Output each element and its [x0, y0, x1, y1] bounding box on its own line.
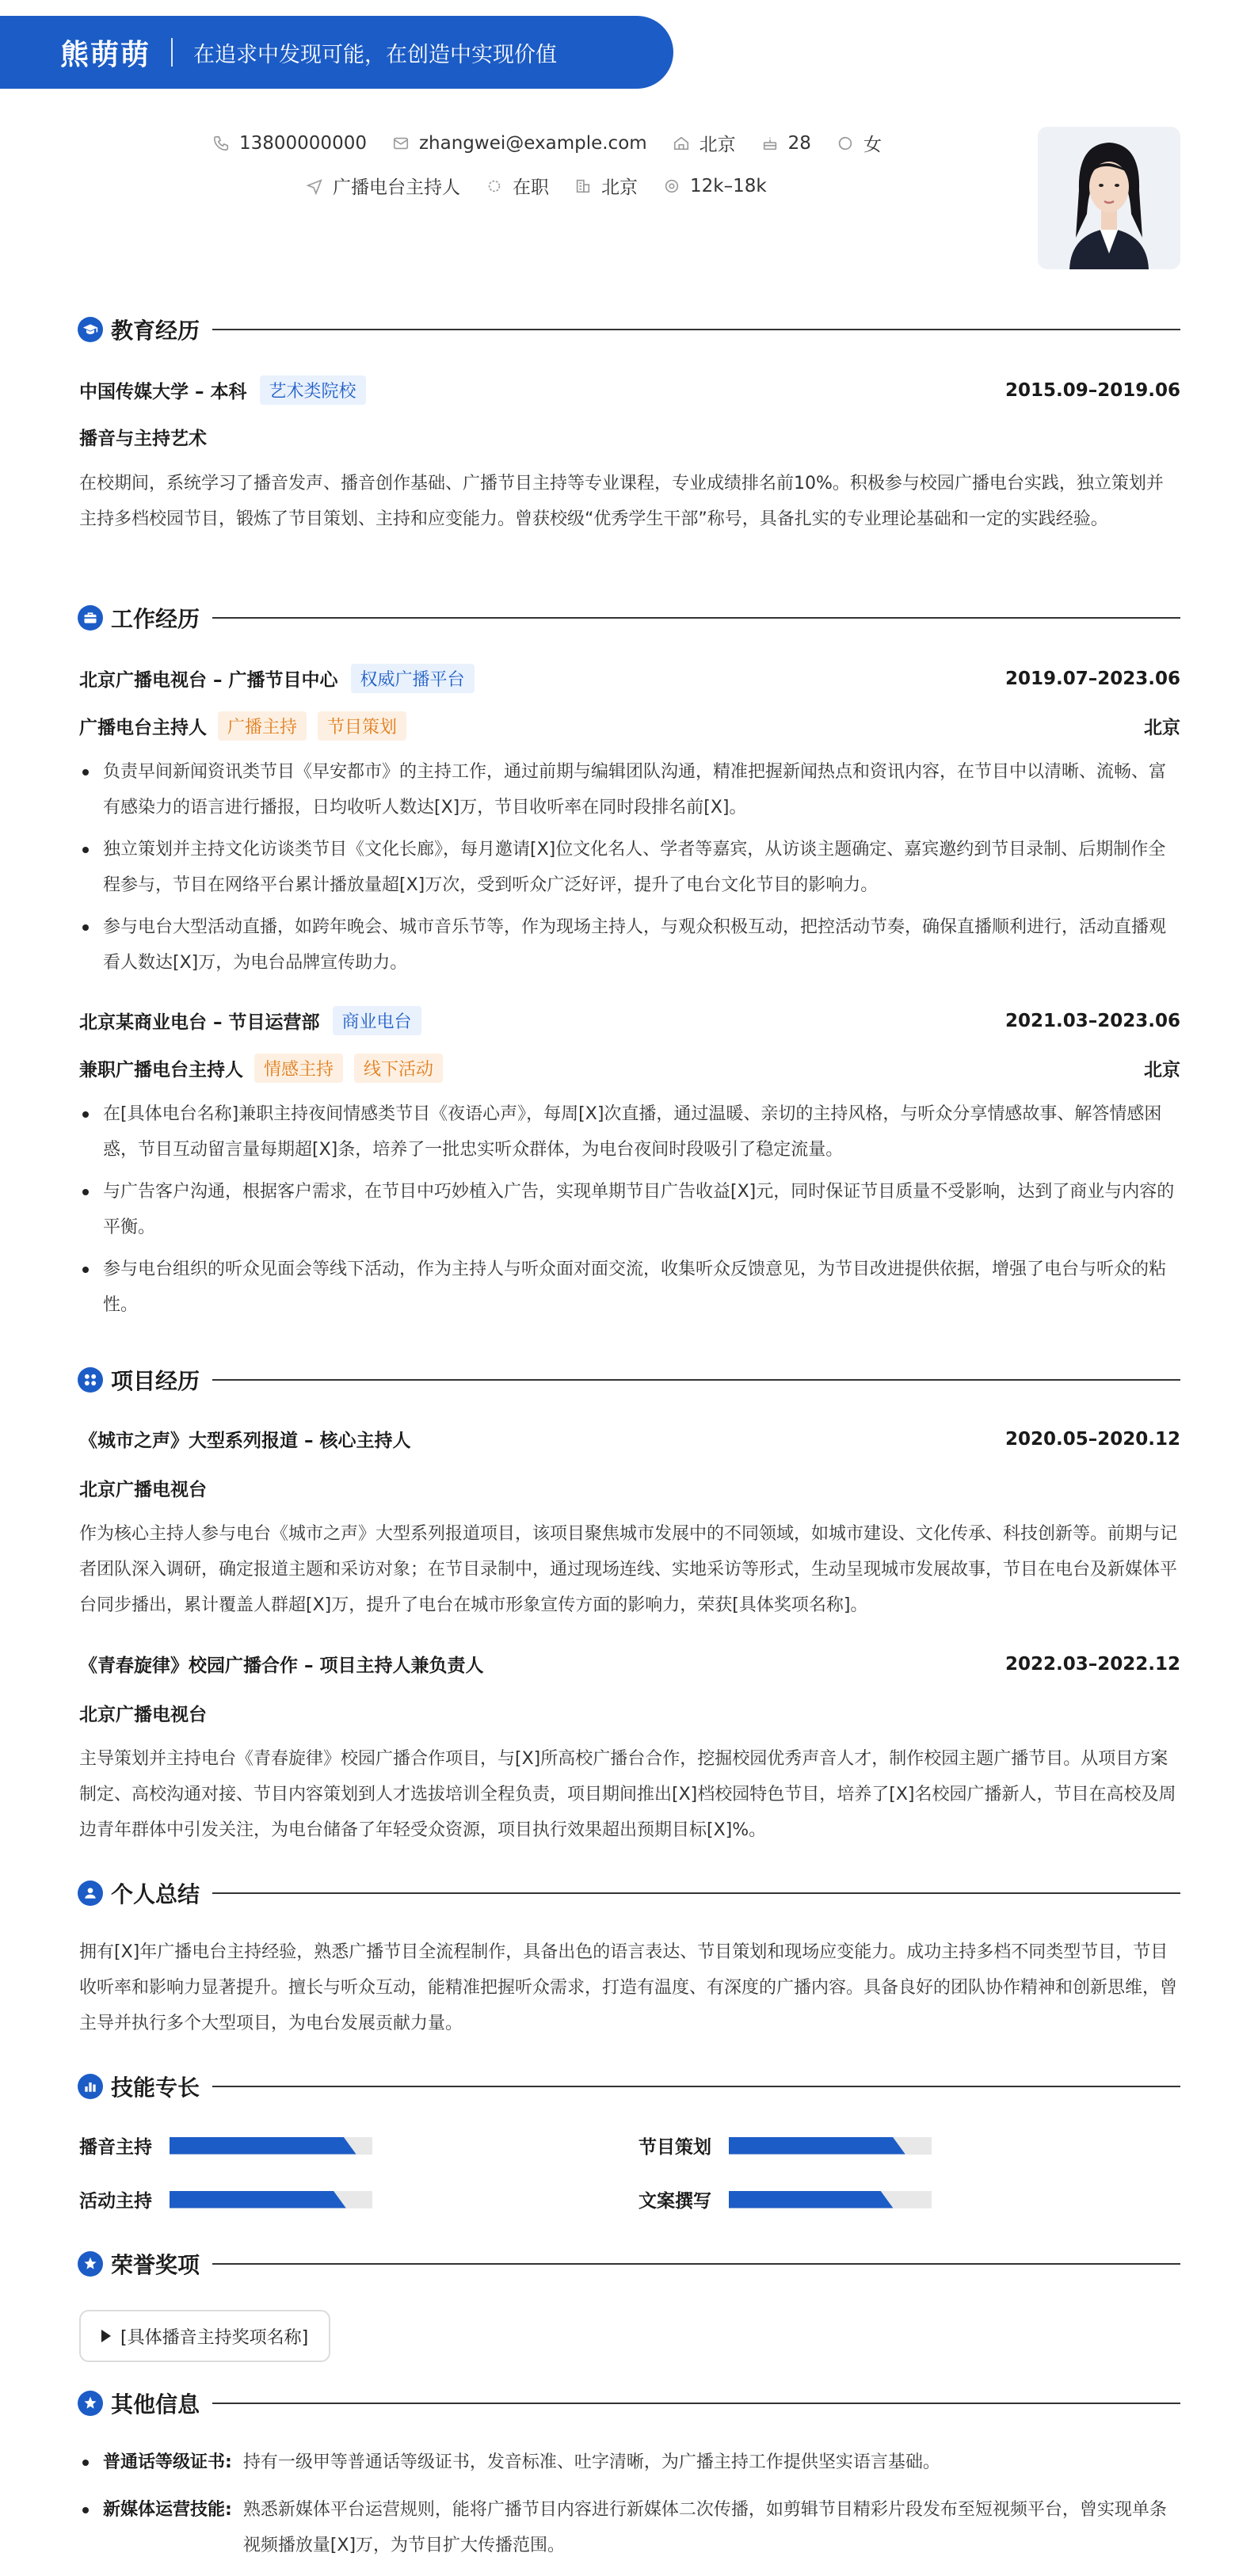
section-other — [78, 2387, 1180, 2419]
role-tag: 情感主持 — [254, 1054, 343, 1083]
school-name: 中国传媒大学 – 本科 — [79, 382, 247, 402]
company-tag: 商业电台 — [333, 1006, 421, 1035]
role-tag: 广播主持 — [218, 711, 307, 741]
coin-icon — [663, 177, 680, 195]
work-2-header — [79, 1006, 1180, 1035]
other-item — [79, 2492, 1180, 2563]
age-value: 28 — [787, 132, 811, 154]
skill-name: 播音主持 — [79, 2137, 152, 2158]
contact-email — [392, 133, 647, 154]
other-text: 熟悉新媒体平台运营规则，能将广播节目内容进行新媒体二次传播，如剪辑节目精彩片段发布至短视频平台，曾实现单条视频播放量[X]万，为节目扩大传播范围。 — [242, 2500, 1167, 2555]
section-skills — [78, 2071, 1180, 2102]
user-icon — [78, 1881, 103, 1906]
city-value: 北京 — [601, 177, 638, 198]
work-bullet: 参与电台组织的听众见面会等线下活动，作为主持人与听众面对面交流，收集听众反馈意见，为节目改进提供依据，增强了电台与听众的粘性。 — [79, 1252, 1180, 1323]
info-icon — [78, 2391, 103, 2416]
candidate-name: 熊萌萌 — [60, 38, 151, 71]
section-title-summary: 个人总结 — [111, 1881, 200, 1907]
contact-city — [574, 173, 638, 199]
contact-age — [761, 133, 811, 154]
company-name: 北京广播电视台 – 广播节目中心 — [79, 670, 338, 691]
section-divider — [212, 2263, 1180, 2265]
skill-bar — [170, 2137, 372, 2155]
profile-photo — [1038, 127, 1180, 269]
contact-status — [486, 173, 549, 199]
project-title: 《青春旋律》校园广播合作 – 项目主持人兼负责人 — [79, 1656, 484, 1676]
section-work — [78, 602, 1180, 634]
section-title-other: 其他信息 — [111, 2391, 200, 2418]
work-1-role — [79, 711, 1180, 741]
section-divider — [212, 329, 1180, 330]
education-date: 2015.09–2019.06 — [1004, 379, 1180, 401]
email-value: zhangwei@example.com — [418, 132, 647, 154]
skill-item — [639, 2186, 932, 2212]
skill-bar — [170, 2191, 372, 2208]
bar-chart-icon — [78, 2074, 103, 2099]
section-divider — [212, 2086, 1180, 2087]
send-icon — [306, 177, 323, 195]
award-name: [具体播音主持奖项名称] — [120, 2327, 309, 2348]
project-1-org — [79, 1475, 1180, 1501]
bullet-dot — [79, 2445, 103, 2480]
section-divider — [212, 1892, 1180, 1894]
project-description: 主导策划并主持电台《青春旋律》校园广播合作项目，与[X]所高校广播台合作，挖掘校园优秀声音人才，制作校园主题广播节目。从项目方案制定、高校沟通对接、节目内容策划到人才选拔培训全程负责，项目期间推出[X]档校园特色节目，培养了[X]名校园广播新人，节目在高校及周边青年群体中引发关注，为电台储备了年轻受众资源，项目执行效果超出预期目标[X]%。 — [79, 1749, 1176, 1840]
role-tag: 节目策划 — [318, 711, 406, 741]
other-item — [79, 2445, 1180, 2480]
phone-value: 13800000000 — [239, 132, 367, 154]
section-projects — [78, 1364, 1180, 1396]
phone-icon — [212, 135, 230, 152]
contact-hometown — [673, 130, 736, 156]
section-summary — [78, 1877, 1180, 1909]
gender-value: 女 — [863, 135, 882, 155]
contact-gender — [837, 130, 882, 156]
home-icon — [673, 135, 690, 152]
salary-value: 12k–18k — [690, 175, 767, 196]
section-title-work: 工作经历 — [111, 606, 200, 632]
section-honors — [78, 2248, 1180, 2280]
project-org: 北京广播电视台 — [79, 1480, 207, 1500]
major: 播音与主持艺术 — [79, 429, 207, 449]
work-bullet: 与广告客户沟通，根据客户需求，在节目中巧妙植入广告，实现单期节目广告收益[X]元，同时保证节目质量不受影响，达到了商业与内容的平衡。 — [79, 1174, 1180, 1245]
project-date: 2020.05–2020.12 — [1004, 1428, 1180, 1450]
project-date: 2022.03–2022.12 — [1004, 1653, 1180, 1675]
briefcase-icon — [78, 605, 103, 631]
skill-name: 节目策划 — [639, 2137, 711, 2158]
work-date: 2019.07–2023.06 — [1004, 668, 1180, 689]
work-date: 2021.03–2023.06 — [1004, 1010, 1180, 1031]
section-divider — [212, 2403, 1180, 2404]
award-icon — [78, 2251, 103, 2277]
section-title-skills: 技能专长 — [111, 2075, 200, 2101]
project-1-header — [79, 1426, 1180, 1452]
summary-text: 拥有[X]年广播电台主持经验，熟悉广播节目全流程制作，具备出色的语言表达、节目策划和现场应变能力。成功主持多档不同类型节目，节目收听率和影响力显著提升。擅长与听众互动，能精准把握听众需求，打造有温度、有深度的广播内容。具备良好的团队协作精神和创新思维，曾主导并执行多个大型项目，为电台发展贡献力量。 — [79, 1942, 1178, 2033]
work-bullet: 负责早间新闻资讯类节目《早安都市》的主持工作，通过前期与编辑团队沟通，精准把握新闻热点和资讯内容，在节目中以清晰、流畅、富有感染力的语言进行播报，日均收听人数达[X]万，节目收听率在同时段排名前[X]。 — [79, 754, 1180, 825]
company-tag: 权威广播平台 — [351, 664, 475, 693]
section-title-honors: 荣誉奖项 — [111, 2252, 200, 2278]
other-label: 普通话等级证书: — [103, 2452, 232, 2472]
skill-bar-fill — [729, 2137, 905, 2155]
contact-row-1 — [212, 130, 907, 156]
other-label: 新媒体运营技能: — [103, 2500, 232, 2520]
job-value: 广播电台主持人 — [333, 177, 460, 198]
hometown-value: 北京 — [699, 135, 736, 155]
section-divider — [212, 617, 1180, 619]
section-title-education: 教育经历 — [111, 318, 200, 344]
skill-bar — [729, 2137, 932, 2155]
gender-icon — [837, 135, 854, 152]
section-education — [78, 314, 1180, 345]
major-line — [79, 424, 1180, 450]
project-title: 《城市之声》大型系列报道 – 核心主持人 — [79, 1431, 411, 1451]
project-description: 作为核心主持人参与电台《城市之声》大型系列报道项目，该项目聚焦城市发展中的不同领域，如城市建设、文化传承、科技创新等。前期与记者团队深入调研，确定报道主题和采访对象；在节目录制中，通过现场连线、实地采访等形式，生动呈现城市发展故事，节目在电台及新媒体平台同步播出，累计覆盖人群超[X]万，提升了电台在城市形象宣传方面的影响力，荣获[具体奖项名称]。 — [79, 1524, 1178, 1615]
skill-name: 文案撰写 — [639, 2191, 711, 2212]
motto: 在追求中发现可能，在创造中实现价值 — [193, 42, 558, 67]
grid-icon — [78, 1367, 103, 1393]
contact-job — [306, 173, 460, 199]
mail-icon — [392, 135, 410, 152]
work-2-role — [79, 1054, 1180, 1083]
role-title: 兼职广播电台主持人 — [79, 1060, 243, 1080]
award-chip — [79, 2310, 330, 2362]
work-location: 北京 — [1144, 1060, 1180, 1080]
education-description: 在校期间，系统学习了播音发声、播音创作基础、广播节目主持等专业课程，专业成绩排名前10%。积极参与校园广播电台实践，独立策划并主持多档校园节目，锻炼了节目策划、主持和应变能力。曾获校级“优秀学生干部”称号，具备扎实的专业理论基础和一定的实践经验。 — [79, 474, 1164, 529]
project-2-org — [79, 1700, 1180, 1726]
education-header — [79, 375, 1180, 405]
role-title: 广播电台主持人 — [79, 718, 207, 738]
banner-divider — [171, 38, 173, 67]
name-banner — [0, 16, 673, 89]
role-tag: 线下活动 — [354, 1054, 443, 1083]
contact-row-2 — [306, 173, 792, 199]
skill-bar — [729, 2191, 932, 2208]
skill-name: 活动主持 — [79, 2191, 152, 2212]
work-1-header — [79, 664, 1180, 693]
cake-icon — [761, 135, 779, 152]
play-icon — [101, 2330, 111, 2342]
bullet-dot — [79, 2492, 103, 2563]
other-text: 持有一级甲等普通话等级证书，发音标准、吐字清晰，为广播主持工作提供坚实语言基础。 — [242, 2452, 940, 2472]
skill-bar-fill — [170, 2137, 356, 2155]
work-bullet: 参与电台大型活动直播，如跨年晚会、城市音乐节等，作为现场主持人，与观众积极互动，把控活动节奏，确保直播顺利进行，活动直播观看人数达[X]万，为电台品牌宣传助力。 — [79, 909, 1180, 981]
graduation-cap-icon — [78, 317, 103, 342]
status-icon — [486, 177, 503, 195]
contact-salary — [663, 176, 767, 196]
school-tag: 艺术类院校 — [260, 375, 366, 405]
company-name: 北京某商业电台 – 节目运营部 — [79, 1012, 320, 1033]
project-2-header — [79, 1651, 1180, 1677]
skill-item — [79, 2132, 372, 2159]
skill-bar-fill — [170, 2191, 346, 2208]
project-org: 北京广播电视台 — [79, 1705, 207, 1725]
status-value: 在职 — [513, 177, 549, 198]
skill-bar-fill — [729, 2191, 893, 2208]
work-bullet: 独立策划并主持文化访谈类节目《文化长廊》，每月邀请[X]位文化名人、学者等嘉宾，从访谈主题确定、嘉宾邀约到节目录制、后期制作全程参与，节目在网络平台累计播放量超[X]万次，受到听众广泛好评，提升了电台文化节目的影响力。 — [79, 832, 1180, 903]
building-icon — [574, 177, 592, 195]
section-divider — [212, 1379, 1180, 1381]
contact-phone — [212, 133, 367, 154]
section-title-projects: 项目经历 — [111, 1368, 200, 1394]
work-location: 北京 — [1144, 718, 1180, 738]
skill-item — [79, 2186, 372, 2212]
work-bullet: 在[具体电台名称]兼职主持夜间情感类节目《夜语心声》，每周[X]次直播，通过温暖、亲切的主持风格，与听众分享情感故事、解答情感困惑，节目互动留言量每期超[X]条，培养了一批忠实听众群体，为电台夜间时段吸引了稳定流量。 — [79, 1096, 1180, 1168]
skill-item — [639, 2132, 932, 2159]
